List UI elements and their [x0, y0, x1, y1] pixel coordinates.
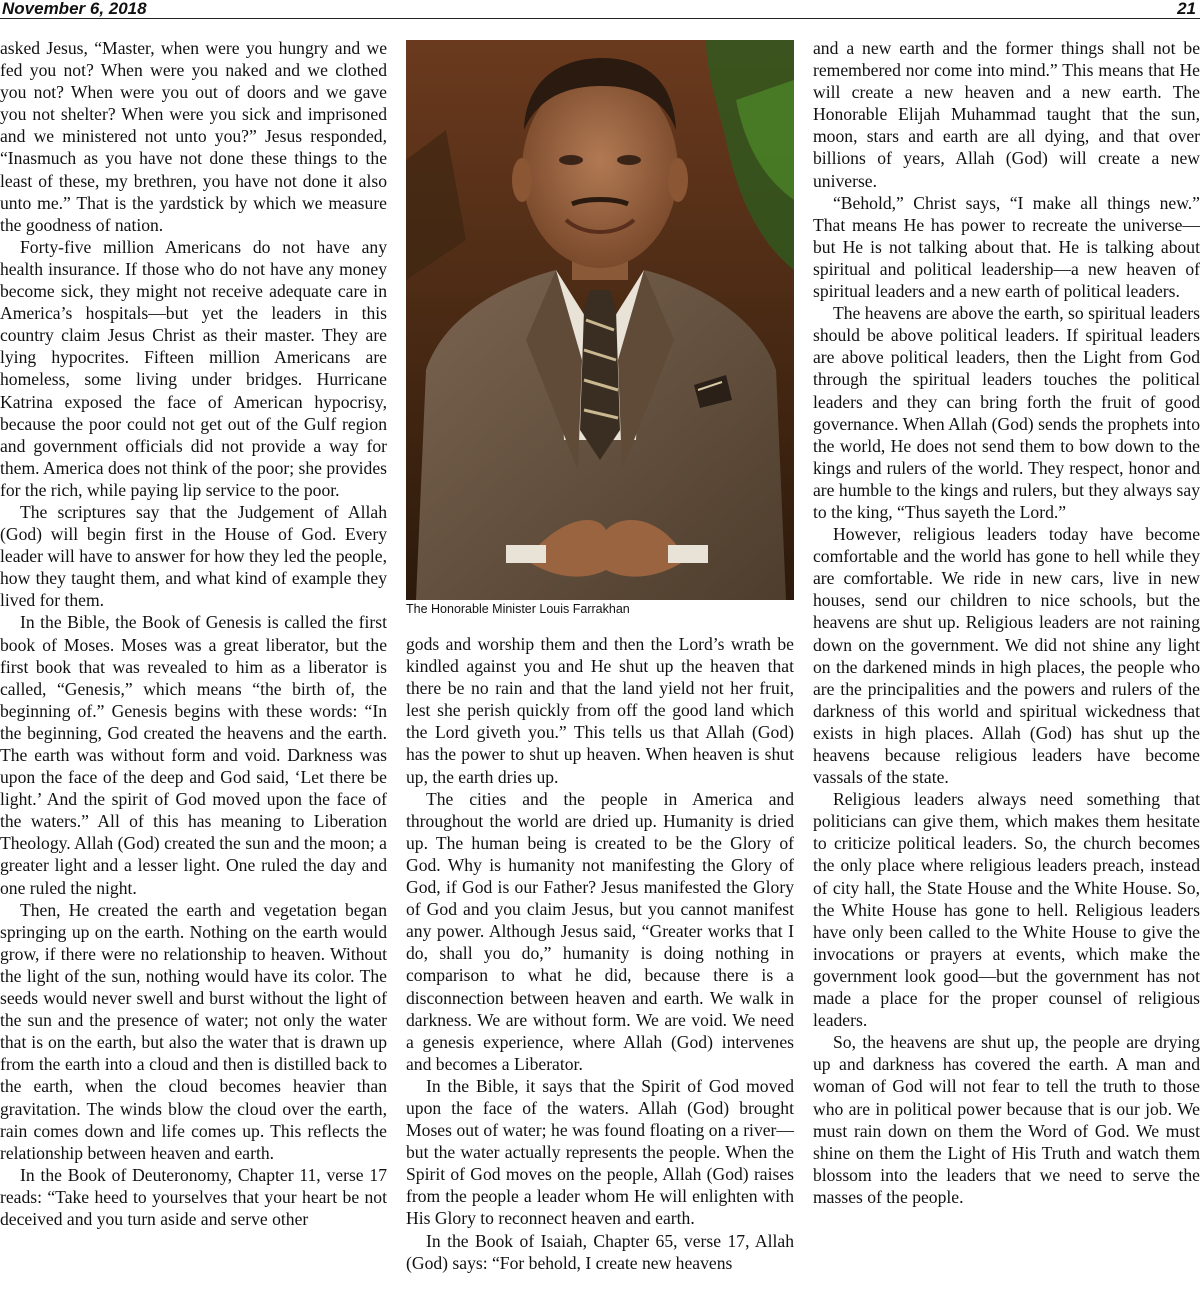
paragraph: In the Book of Isaiah, Chapter 65, verse 17, Allah (God) says: “For behold, I create new heavens — [406, 1230, 794, 1273]
paragraph: However, religious leaders today have become comfortable and the world has gone to hell while they are comfortable. We ride in new cars, live in new houses, send our children to nice schools, but the heavens are shut up. Religious leaders are not raining down on the government. We did not shine any light on the darkened minds in high places, the people who are the principalities and the powers and rulers of the darkness of this world and spiritual wickedness that exists in high places. Allah (God) has shut up the heavens because religious leaders have become vassals of the state. — [813, 524, 1200, 788]
paragraph: Then, He created the earth and vegetation began springing up on the earth. Nothing on the earth would grow, if there were no relationship to heaven. Without the light of the sun, nothing would have its color. The seeds would never swell and burst without the light of the sun and the presence of water; not only the water that is on the earth, but also the water that is drawn up from the earth into a cloud and then is distilled back to the earth, when the cloud becomes heavier than gravitation. The winds blow the cloud over the earth, rain comes down and life comes up. This reflects the relationship between heaven and earth. — [0, 899, 387, 1163]
paragraph: In the Bible, it says that the Spirit of God moved upon the face of the waters. Allah (God) brought Moses out of water; he was found floating on a river—but the water actually represents the people. When the Spirit of God moves on the people, Allah (God) raises from the people a leader whom He will enlighten with His Glory to reconnect heaven and earth. — [406, 1075, 794, 1229]
article-column-right — [813, 37, 1200, 1208]
paragraph: and a new earth and the former things shall not be remembered nor come into mind.” This means that He will create a new heaven and a new earth. The Honorable Elijah Muhammad taught that the sun, moon, stars and earth are all dying, and that over billions of years, Allah (God) will create a new universe. — [813, 38, 1200, 191]
paragraph: The scriptures say that the Judgement of Allah (God) will begin first in the House of God. Every leader will have to answer for how they led the people, how they taught them, and what kind of example they lived for them. — [0, 501, 387, 611]
paragraph: gods and worship them and then the Lord’s wrath be kindled against you and He shut up the heaven that there be no rain and that the land yield not her fruit, lest she perish quickly from off the good land which the Lord giveth you.” This tells us that Allah (God) has the power to shut up heaven. When heaven is shut up, the earth dries up. — [406, 634, 794, 787]
portrait-image — [406, 40, 794, 600]
issue-date: November 6, 2018 — [2, 0, 147, 18]
article-column-left — [0, 37, 387, 1230]
portrait-photo — [406, 40, 794, 600]
paragraph: In the Bible, the Book of Genesis is called the first book of Moses. Moses was a great liberator, but the first book that was revealed to him as a liberator is called, “Genesis,” which means “the birth of, the beginning of.” Genesis begins with these words: “In the beginning, God created the heavens and the earth. The earth was without form and void. Darkness was upon the face of the deep and God said, ‘Let there be light.’ And the spirit of God moved upon the face of the waters.” All of this has meaning to Liberation Theology. Allah (God) created the sun and the moon; a greater light and a lesser light. One ruled the day and one ruled the night. — [0, 612, 387, 898]
photo-caption: The Honorable Minister Louis Farrakhan — [406, 602, 630, 616]
article-column-middle — [406, 633, 794, 1274]
page-number: 21 — [1177, 0, 1196, 18]
paragraph: “Behold,” Christ says, “I make all things new.” That means He has power to recreate the universe—but He is not talking about that. He is talking about spiritual and political leadership—a new heaven of spiritual leaders and a new earth of political leaders. — [813, 192, 1200, 302]
paragraph: asked Jesus, “Master, when were you hungry and we fed you not? When were you naked and we clothed you not? When were you out of doors and we gave you not shelter? When were you sick and imprisoned and we ministered not unto you?” Jesus responded, “Inasmuch as you have not done these things to the least of these, my brethren, you have not done it also unto me.” That is the yardstick by which we measure the goodness of nation. — [0, 38, 387, 235]
paragraph: Forty-five million Americans do not have any health insurance. If those who do not have any money become sick, they might not receive adequate care in America’s hospitals—but yet the leaders in this country claim Jesus Christ as their master. They are lying hypocrites. Fifteen million Americans are homeless, some living under bridges. Hurricane Katrina exposed the face of American hypocrisy, because the poor could not get out of the Gulf region and government officials did not provide a way for them. America does not think of the poor; she provides for the rich, while paying lip service to the poor. — [0, 236, 387, 500]
page-header — [0, 0, 1200, 19]
paragraph: So, the heavens are shut up, the people are drying up and darkness has covered the earth. A man and woman of God will not fear to tell the truth to those who are in political power because that is our job. We must rain down on them the Word of God. We must shine on them the Light of His Truth and watch them blossom into the leaders that we need to serve the masses of the people. — [813, 1032, 1200, 1207]
paragraph: The cities and the people in America and throughout the world are dried up. Humanity is dried up. The human being is created to be the Glory of God. Why is humanity not manifesting the Glory of God, if God is our Father? Jesus manifested the Glory of God and you claim Jesus, but you cannot manifest any power. Although Jesus said, “Greater works that I do, shall you do,” humanity is doing nothing in comparison to what he did, because there is a disconnection between heaven and earth. We walk in darkness. We are without form. We are void. We need a genesis experience, where Allah (God) intervenes and becomes a Liberator. — [406, 788, 794, 1074]
paragraph: In the Book of Deuteronomy, Chapter 11, verse 17 reads: “Take heed to yourselves that your heart be not deceived and you turn aside and serve other — [0, 1164, 387, 1229]
paragraph: Religious leaders always need something that politicians can give them, which makes them hesitate to criticize political leaders. So, the church becomes the only place where religious leaders preach, instead of city hall, the State House and the White House. So, the White House has gone to hell. Religious leaders have only been called to the White House to give the invocations or prayers at events, which make the government look good—but the government has not made a place for the proper counsel of religious leaders. — [813, 789, 1200, 1031]
paragraph: The heavens are above the earth, so spiritual leaders should be above political leaders. If spiritual leaders are above political leaders, then the Light from God through the spiritual leaders touches the political leaders and they can bring forth the fruit of good governance. When Allah (God) sends the prophets into the world, He does not send them to bow down to the kings and rulers of the world. They respect, honor and are humble to the kings and rulers, but they always say to the king, “Thus sayeth the Lord.” — [813, 303, 1200, 522]
